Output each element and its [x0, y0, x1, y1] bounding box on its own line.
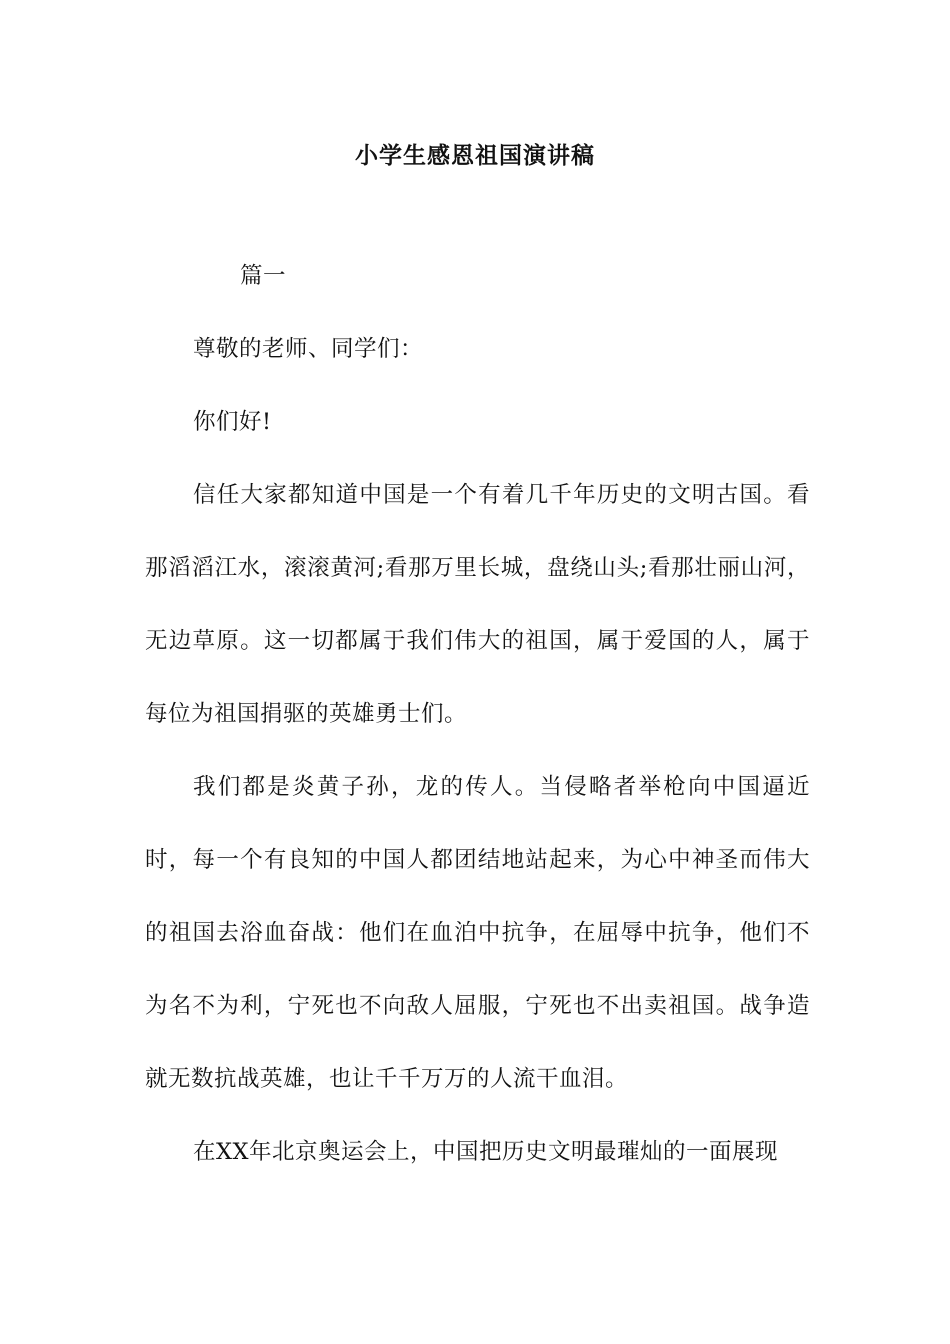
paragraph-1: 信任大家都知道中国是一个有着几千年历史的文明古国。看那滔滔江水，滚滚黄河;看那万里长城，盘绕山头;看那壮丽山河，无边草原。这一切都属于我们伟大的祖国，属于爱国的人，属于每位为祖国捐驱的英雄勇士们。	[145, 482, 810, 727]
paragraph-3: 在XX年北京奥运会上，中国把历史文明最璀灿的一面展现	[193, 1139, 779, 1165]
section-label: 篇一	[240, 263, 287, 289]
document-body	[145, 240, 810, 1189]
paragraph-2: 我们都是炎黄子孙，龙的传人。当侵略者举枪向中国逼近时，每一个有良知的中国人都团结地站起来，为心中神圣而伟大的祖国去浴血奋战：他们在血泊中抗争，在屈辱中抗争，他们不为名不为利，宁死也不向敌人屈服，宁死也不出卖祖国。战争造就无数抗战英雄，也让千千万万的人流干血泪。	[145, 774, 810, 1092]
document-title: 小学生感恩祖国演讲稿	[355, 142, 595, 169]
salutation: 尊敬的老师、同学们：	[193, 336, 424, 362]
greeting: 你们好!	[193, 409, 272, 435]
